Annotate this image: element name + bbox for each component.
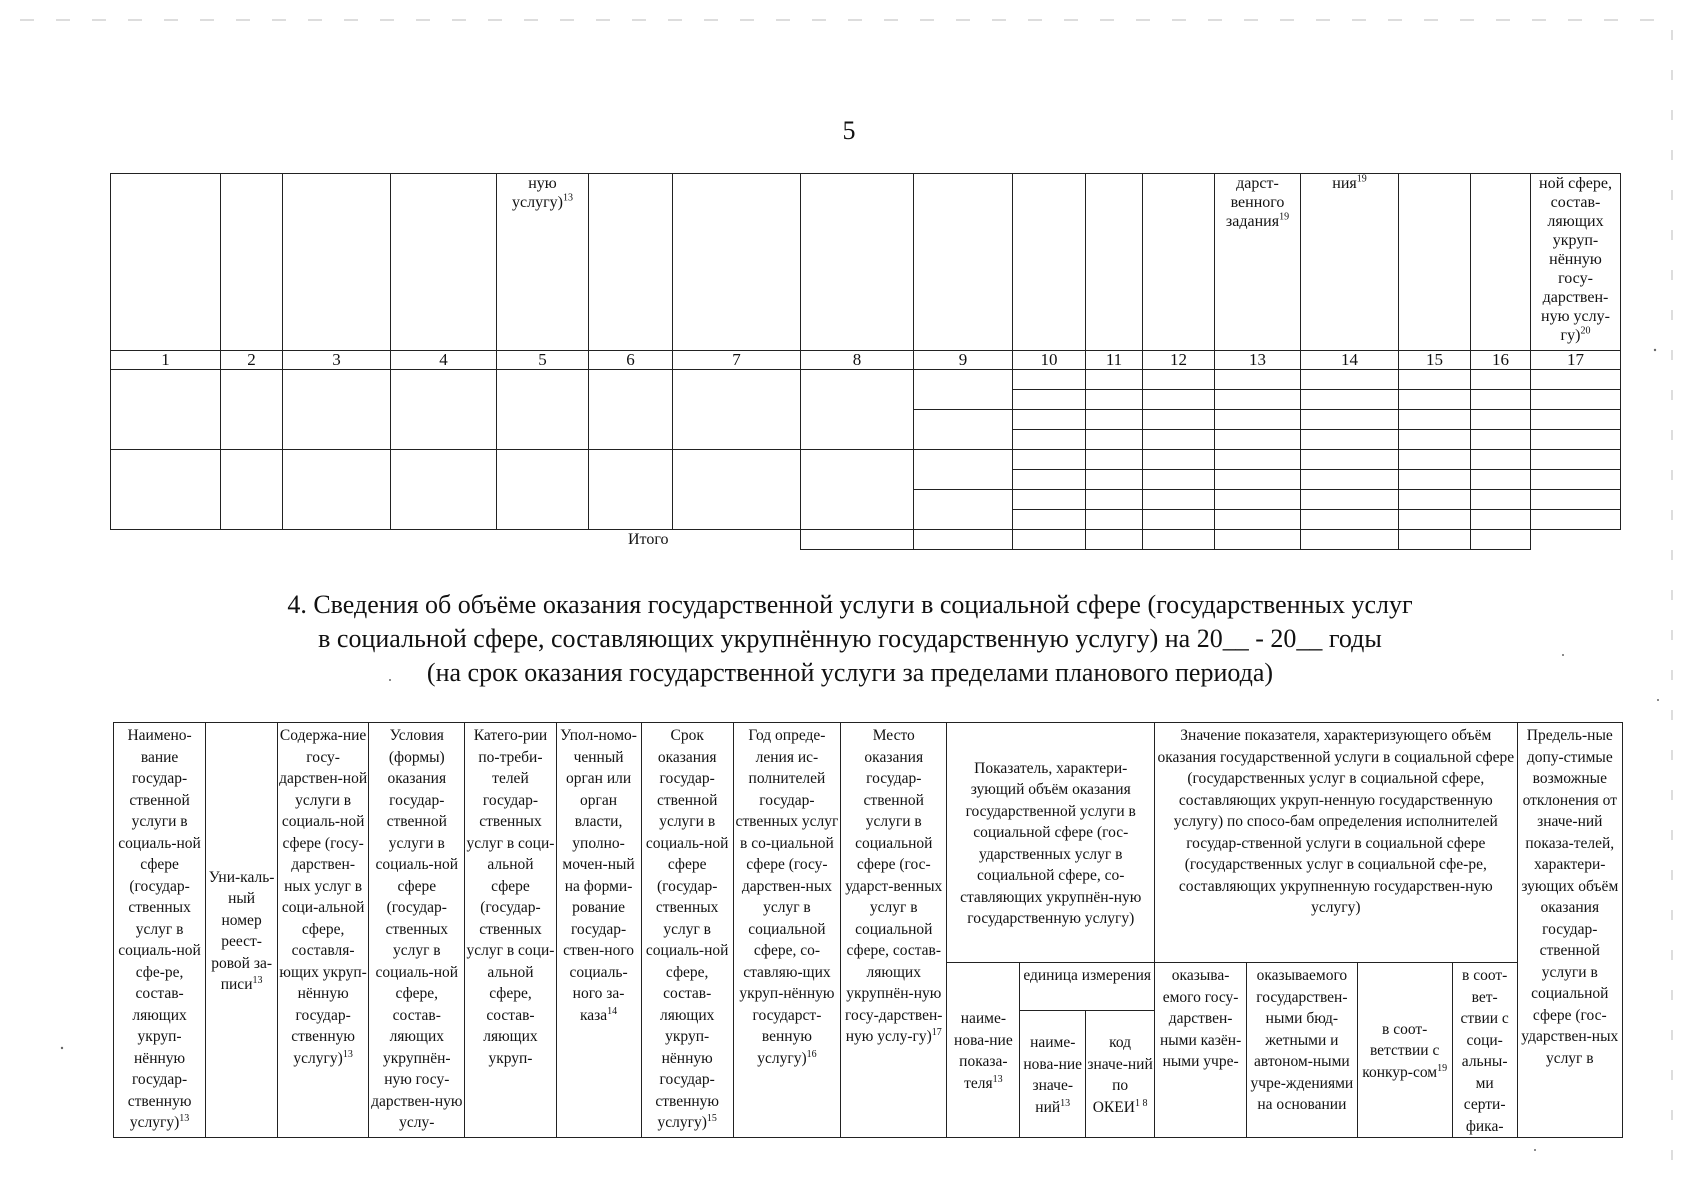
- col-number: 16: [1471, 351, 1531, 370]
- header-consumer-categories: Катего-рии по-треби-телей государ-ственных услуг в соци-альной сфере (государ-ственных услуг в соци-альной сфере, состав-ляющих укруп-: [465, 723, 556, 1138]
- header-service-name: Наимено-вание государ-ственной услуги в социаль-ной сфере (государ-ственных услуг в социаль-ной сфе-ре, состав-ляющих укруп-нённую государ-ственную услугу)$^{13}$: [114, 723, 206, 1138]
- col-number: 11: [1086, 351, 1143, 370]
- col-number: 6: [589, 351, 673, 370]
- col14-header-fragment: ния$^{19}$: [1301, 174, 1399, 351]
- col-number: 15: [1399, 351, 1471, 370]
- col-number: 2: [221, 351, 283, 370]
- header-service-content: Содержа-ние госу-дарствен-ной услуги в социаль-ной сфере (госу-дарствен-ных услуг в соци-альной сфере, составля-ющих укруп-нённую государ-ственную услугу)$^{13}$: [278, 723, 369, 1138]
- col17-header-fragment: ной сфере, состав-ляющих укруп-нённую госу-дарствен-ную услу-гу)$^{20}$: [1531, 174, 1621, 351]
- header-competition: в соот-ветствии с конкур-сом$^{19}$: [1357, 963, 1452, 1138]
- heading-line: в социальной сфере, составляющих укрупнённую государственную услугу) на 20__ - 20__ годы: [318, 624, 1382, 653]
- col-number: 14: [1301, 351, 1399, 370]
- col13-header-fragment: дарст-венного задания$^{19}$: [1215, 174, 1301, 351]
- total-label: Итого: [628, 531, 669, 549]
- col-number: 9: [914, 351, 1013, 370]
- header-service-conditions: Условия (формы) оказания государ-ственной услуги в социаль-ной сфере (государ-ственных услуг в социаль-ной сфере, состав-ляющих укрупнён-ную госу-дарствен-ную услу-: [369, 723, 465, 1138]
- heading-line: 4. Сведения об объёме оказания государственной услуги в социальной сфере (государственных услуг: [287, 590, 1413, 619]
- col-number: 10: [1013, 351, 1086, 370]
- col-number: 8: [801, 351, 914, 370]
- header-service-term: Срок оказания государ-ственной услуги в социаль-ной сфере (государ-ственных услуг в социаль-ной сфере, состав-ляющих укруп-нённую государ-ственную услугу)$^{15}$: [641, 723, 733, 1138]
- header-unit-name: наиме-нова-ние значе-ний$^{13}$: [1020, 1011, 1086, 1138]
- col-number: 4: [391, 351, 497, 370]
- header-service-place: Место оказания государ-ственной услуги в социальной сфере (гос-ударст-венных услуг в социальной сфере, состав-ляющих укрупнён-ную госу-дарствен-ную услу-гу)$^{17}$: [841, 723, 947, 1138]
- col-number: 17: [1531, 351, 1621, 370]
- header-indicator-value: Значение показателя, характеризующего объём оказания государственной услуги в социальной сфере (государственных услуг в социальной сфере, составляющих укруп-ненную государственную услугу) по спосо-бам определения исполнителей государ-ственной услуги в социальной сфере (государственных услуг в социальной сфе-ре, составляющих укрупненную государствен-ную услугу): [1155, 723, 1518, 963]
- heading-line: (на срок оказания государственной услуги за пределами планового периода): [426, 658, 1274, 687]
- col-number: 13: [1215, 351, 1301, 370]
- header-budget-institutions: оказываемого государствен-ными бюд-жетными и автоном-ными учре-ждениями на основании: [1247, 963, 1357, 1138]
- col-number: 12: [1143, 351, 1215, 370]
- header-unit: единица измерения: [1020, 963, 1155, 1011]
- page-number: 5: [842, 116, 856, 145]
- col-number: 7: [673, 351, 801, 370]
- header-certificates: в соот-вет-ствии с соци-альны-ми серти-фика-: [1452, 963, 1517, 1138]
- header-indicator-name: наиме-нова-ние показа-теля$^{13}$: [947, 963, 1020, 1138]
- header-okei-code: код значе-ний по $ОКЕИ^{1 8}$: [1086, 1011, 1155, 1138]
- header-executor-year: Год опреде-ления ис-полнителей государ-ственных услуг в со-циальной сфере (госу-дарствен-ных услуг в социальной сфере, со-ставляю-щих укруп-нённую государст-венную услугу)$^{16}$: [733, 723, 840, 1138]
- header-volume-indicator: Показатель, характери-зующий объём оказания государственной услуги в социальной сфере (гос-ударственных услуг в социальной сфере, со-ставляющих укрупнён-ную государственную услугу): [947, 723, 1155, 963]
- col5-header-fragment: ную услугу)$^{13}$: [497, 174, 589, 351]
- col-number: 5: [497, 351, 589, 370]
- header-authorized-body: Упол-номо-ченный орган или орган власти, уполно-мочен-ный на форми-рование государ-ствен-ного социаль-ного за-каза$^{14}$: [556, 723, 641, 1138]
- header-state-institutions: оказыва-емого госу-дарствен-ными казён-ными учре-: [1155, 963, 1247, 1138]
- col-number: 3: [283, 351, 391, 370]
- col-number: 1: [111, 351, 221, 370]
- header-registry-number: Уни-каль-ный номер реест-ровой за-писи$^{13}$: [206, 723, 278, 1138]
- header-permissible-deviations: Предель-ные допу-стимые возможные отклонения от значе-ний показа-телей, характери-зующих объём оказания государ-ственной услуги в социальной сфере (гос-ударствен-ных услуг в: [1517, 723, 1622, 1138]
